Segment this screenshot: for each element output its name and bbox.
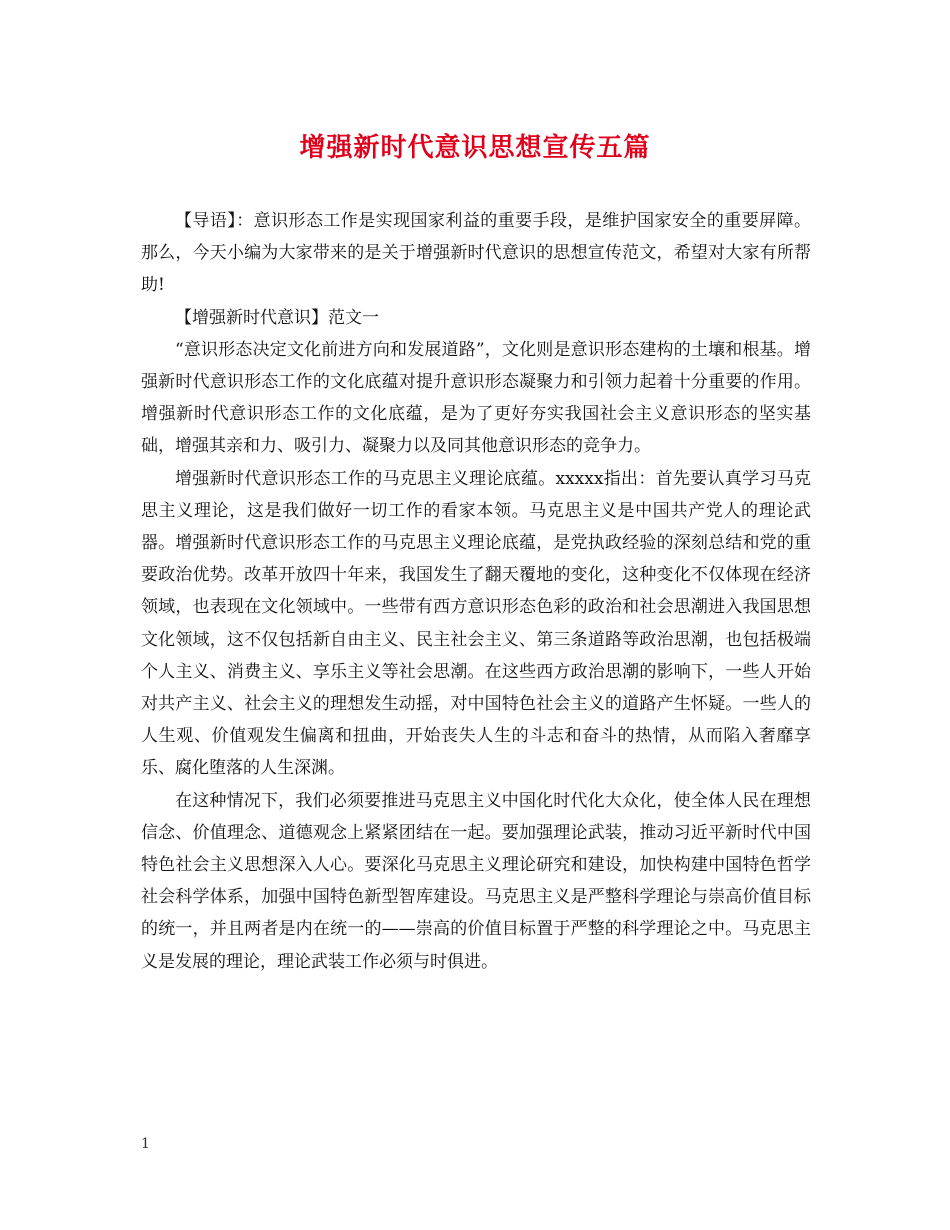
page-number: 1 xyxy=(141,1136,150,1152)
section-heading: 【增强新时代意识】范文一 xyxy=(175,307,379,328)
document-body xyxy=(141,205,811,978)
body-paragraph: 增强新时代意识形态工作的马克思主义理论底蕴。xxxxx指出：首先要认真学习马克思主义理论，这是我们做好一切工作的看家本领。马克思主义是中国共产党人的理论武器。增强新时代意识形态工作的马克思主义理论底蕴，是党执政经验的深刻总结和党的重要政治优势。改革开放四十年来，我国发生了翻天覆地的变化，这种变化不仅体现在经济领域，也表现在文化领域中。一些带有西方意识形态色彩的政治和社会思潮进入我国思想文化领域，这不仅包括新自由主义、民主社会主义、第三条道路等政治思潮，也包括极端个人主义、消费主义、享乐主义等社会思潮。在这些西方政治思潮的影响下，一些人开始对共产主义、社会主义的理想发生动摇，对中国特色社会主义的道路产生怀疑。一些人的人生观、价值观发生偏离和扭曲，开始丧失人生的斗志和奋斗的热情，从而陷入奢靡享乐、腐化堕落的人生深渊。 xyxy=(141,468,811,779)
document-title: 增强新时代意识思想宣传五篇 xyxy=(299,133,651,163)
body-paragraph: 在这种情况下，我们必须要推进马克思主义中国化时代化大众化，使全体人民在理想信念、价值理念、道德观念上紧紧团结在一起。要加强理论武装，推动习近平新时代中国特色社会主义思想深入人心。要深化马克思主义理论研究和建设，加快构建中国特色哲学社会科学体系，加强中国特色新型智库建设。马克思主义是严整科学理论与崇高价值目标的统一，并且两者是内在统一的——崇高的价值目标置于严整的科学理论之中。马克思主义是发展的理论，理论武装工作必须与时俱进。 xyxy=(141,790,811,972)
intro-paragraph: 【导语】：意识形态工作是实现国家利益的重要手段，是维护国家安全的重要屏障。那么，今天小编为大家带来的是关于增强新时代意识的思想宣传范文，希望对大家有所帮助! xyxy=(141,211,811,296)
body-paragraph: “意识形态决定文化前进方向和发展道路”，文化则是意识形态建构的土壤和根基。增强新时代意识形态工作的文化底蕴对提升意识形态凝聚力和引领力起着十分重要的作用。增强新时代意识形态工作的文化底蕴，是为了更好夯实我国社会主义意识形态的坚实基础，增强其亲和力、吸引力、凝聚力以及同其他意识形态的竞争力。 xyxy=(141,339,811,457)
